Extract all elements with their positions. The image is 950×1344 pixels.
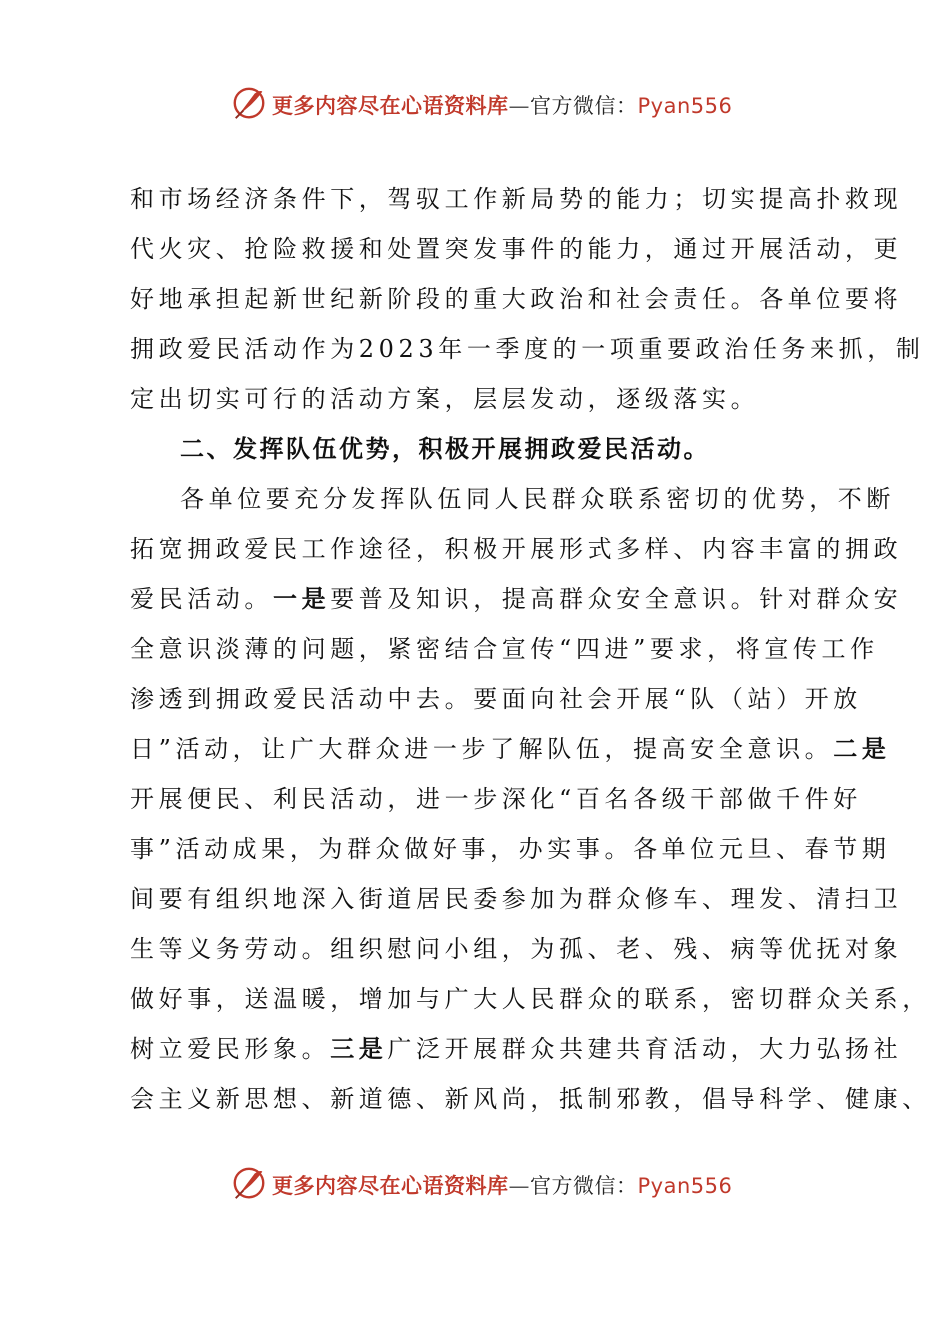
body-line: [130, 1024, 903, 1074]
body-line: 和市场经济条件下，驾驭工作新局势的能力；切实提高扑救现: [130, 185, 903, 213]
body-line: 好地承担起新世纪新阶段的重大政治和社会责任。各单位要将: [130, 285, 903, 313]
section-heading: 二、发挥队伍优势，积极开展拥政爱民活动。: [180, 435, 710, 463]
body-line: [130, 724, 891, 774]
emphasis-third: 三是: [330, 1035, 388, 1063]
banner-text: [272, 90, 732, 120]
body-line: [130, 574, 903, 624]
body-text-run: 要普及知识，提高群众安全意识。针对群众安: [330, 585, 903, 613]
body-line: 拥政爱民活动作为2023年一季度的一项重要政治任务来抓，制: [130, 335, 925, 363]
body-text-run: 爱民活动。: [130, 585, 273, 613]
body-line: 开展便民、利民活动，进一步深化“百名各级干部做千件好: [130, 785, 862, 813]
body-line: 做好事，送温暖，增加与广大人民群众的联系，密切群众关系，: [130, 985, 931, 1013]
body-line: 会主义新思想、新道德、新风尚，抵制邪教，倡导科学、健康、: [130, 1085, 931, 1113]
banner-wechat-label: 官方微信：: [530, 1174, 638, 1198]
banner-wechat-id: Pyan556: [637, 1174, 733, 1198]
body-line: 全意识淡薄的问题，紧密结合宣传“四进”要求，将宣传工作: [130, 635, 879, 663]
document-body: [130, 174, 931, 1124]
banner-dash: —: [508, 1174, 530, 1198]
banner-wechat-id: Pyan556: [637, 94, 733, 118]
body-line: 拓宽拥政爱民工作途径，积极开展形式多样、内容丰富的拥政: [130, 535, 903, 563]
emphasis-first: 一是: [273, 585, 331, 613]
banner-site-name: 更多内容尽在心语资料库: [272, 93, 509, 118]
body-line: 渗透到拥政爱民活动中去。要面向社会开展“队（站）开放: [130, 685, 862, 713]
footer-watermark-banner: [0, 1162, 950, 1206]
body-text-run: 日”活动，让广大群众进一步了解队伍，提高安全意识。: [130, 735, 834, 763]
banner-dash: —: [508, 94, 530, 118]
quill-logo-icon: [230, 1164, 268, 1202]
emphasis-second: 二是: [833, 735, 891, 763]
body-line: 各单位要充分发挥队伍同人民群众联系密切的优势，不断: [180, 485, 895, 513]
header-watermark-banner: [0, 82, 950, 126]
body-line: 事”活动成果，为群众做好事，办实事。各单位元旦、春节期: [130, 835, 891, 863]
body-text-run: 树立爱民形象。: [130, 1035, 331, 1063]
body-line: 间要有组织地深入街道居民委参加为群众修车、理发、清扫卫: [130, 885, 903, 913]
body-line: 定出切实可行的活动方案，层层发动，逐级落实。: [130, 385, 760, 413]
body-text-run: 广泛开展群众共建共育活动，大力弘扬社: [387, 1035, 903, 1063]
banner-site-name: 更多内容尽在心语资料库: [272, 1173, 509, 1198]
banner-wechat-label: 官方微信：: [530, 94, 638, 118]
body-line: 代火灾、抢险救援和处置突发事件的能力，通过开展活动，更: [130, 235, 903, 263]
banner-text: [272, 1170, 732, 1200]
body-line: 生等义务劳动。组织慰问小组，为孤、老、残、病等优抚对象: [130, 935, 903, 963]
quill-logo-icon: [230, 84, 268, 122]
